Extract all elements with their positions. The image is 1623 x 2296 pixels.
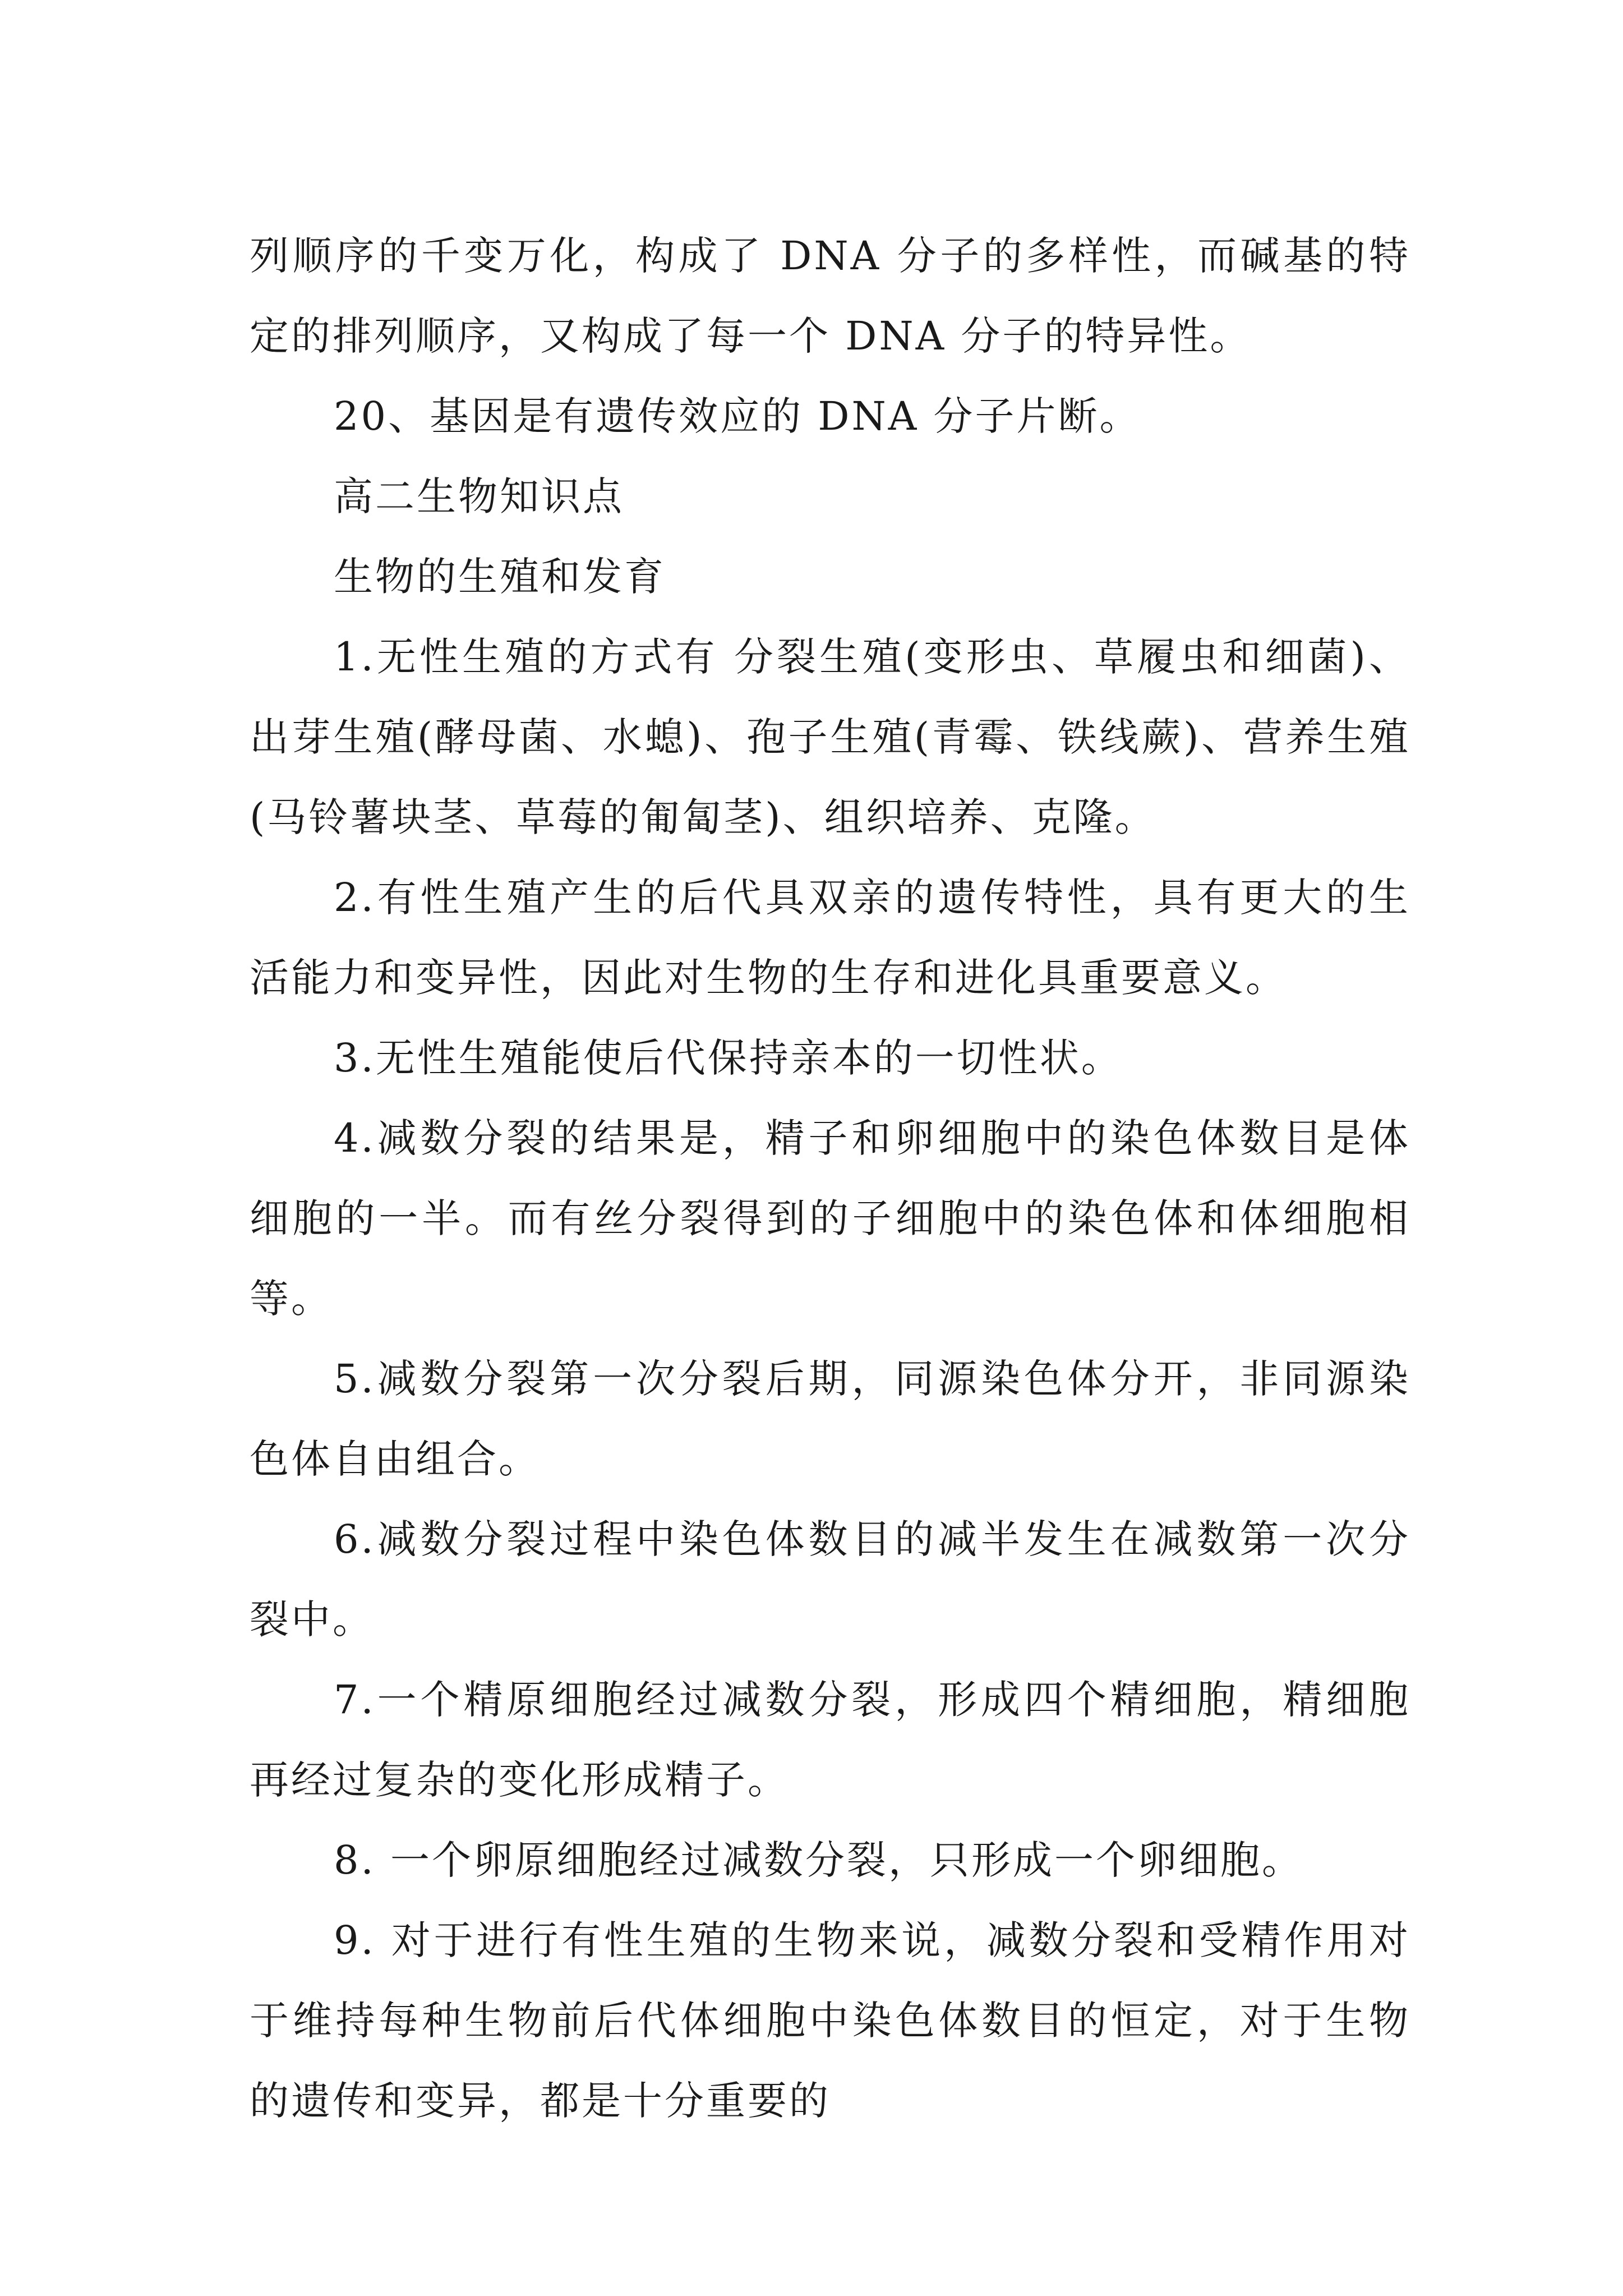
document-body — [250, 216, 1410, 2141]
list-item: 3.无性生殖能使后代保持亲本的一切性状。 — [334, 1035, 1123, 1081]
list-item: 5.减数分裂第一次分裂后期，同源染色体分开，非同源染色体自由组合。 — [250, 1356, 1410, 1482]
list-item: 6.减数分裂过程中染色体数目的减半发生在减数第一次分裂中。 — [250, 1516, 1410, 1642]
list-item: 4.减数分裂的结果是，精子和卵细胞中的染色体数目是体细胞的一半。而有丝分裂得到的子细胞中的染色体和体细胞相等。 — [250, 1115, 1410, 1322]
section-heading: 高二生物知识点 — [334, 473, 624, 519]
list-item: 1.无性生殖的方式有 分裂生殖(变形虫、草履虫和细菌)、出芽生殖(酵母菌、水螅)、孢子生殖(青霉、铁线蕨)、营养生殖(马铃薯块茎、草莓的匍匐茎)、组织培养、克隆。 — [250, 634, 1410, 840]
paragraph-dna-diversity: 列顺序的千变万化，构成了 DNA 分子的多样性，而碱基的特定的排列顺序，又构成了每一个 DNA 分子的特异性。 — [250, 233, 1410, 359]
list-item: 8. 一个卵原细胞经过减数分裂，只形成一个卵细胞。 — [334, 1837, 1304, 1883]
list-item: 2.有性生殖产生的后代具双亲的遗传特性，具有更大的生活能力和变异性，因此对生物的生存和进化具重要意义。 — [250, 875, 1410, 1001]
subsection-heading: 生物的生殖和发育 — [334, 554, 666, 600]
list-item: 7.一个精原细胞经过减数分裂，形成四个精细胞，精细胞再经过复杂的变化形成精子。 — [250, 1677, 1410, 1803]
list-item: 9. 对于进行有性生殖的生物来说，减数分裂和受精作用对于维持每种生物前后代体细胞中染色体数目的恒定，对于生物的遗传和变异，都是十分重要的 — [250, 1917, 1410, 2124]
paragraph-gene-definition: 20、基因是有遗传效应的 DNA 分子片断。 — [334, 393, 1141, 439]
